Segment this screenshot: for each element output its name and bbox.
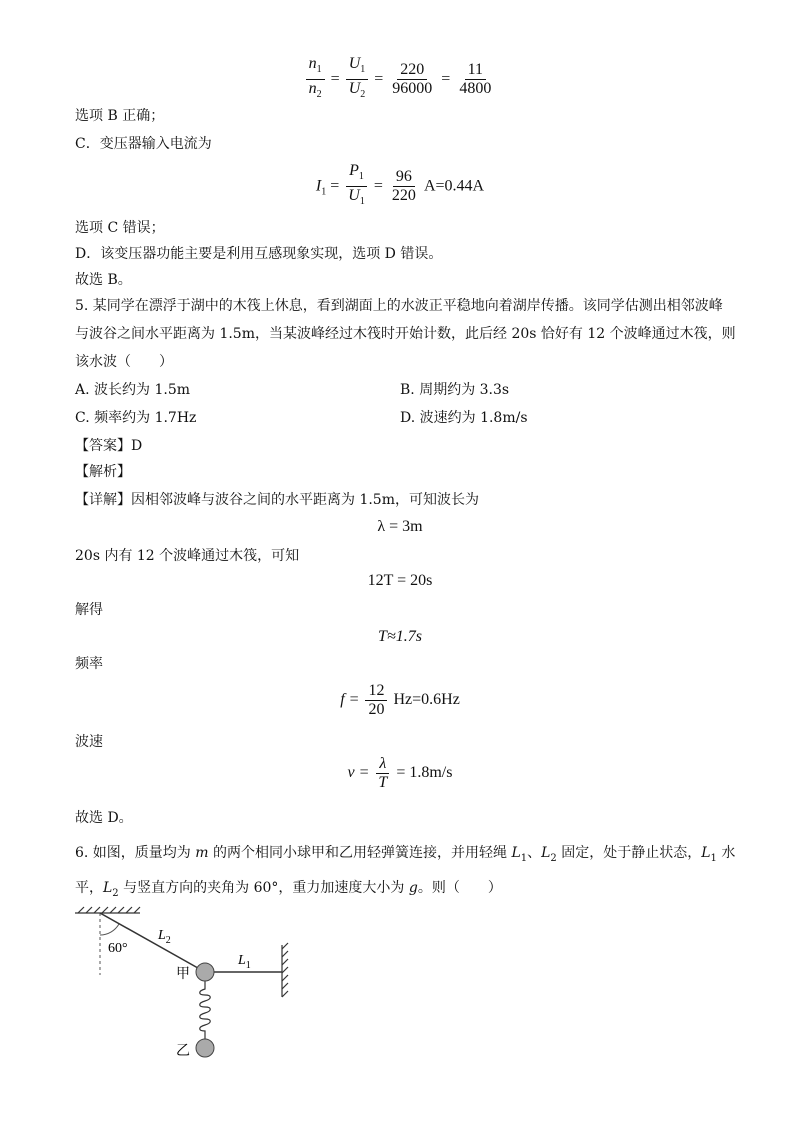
angle-label: 60° xyxy=(108,941,128,956)
q5-stem-line-3: 该水波（ ） xyxy=(75,354,173,370)
ball-jia xyxy=(196,963,214,981)
input-current-equation: $I_1$ = $\frac{P_1}{U_1}$ = $\frac{96}{220}$ A=0.44A xyxy=(315,162,485,208)
q5-detail-text: 【详解】因相邻波峰与波谷之间的水平距离为 1.5m，可知波长为 xyxy=(75,492,479,508)
ball-yi-label: 乙 xyxy=(176,1044,190,1059)
q5-solve-text: 解得 xyxy=(75,602,103,618)
option-d-text: D．该变压器功能主要是利用互感现象实现，选项 D 错误。 xyxy=(75,246,443,262)
q5-stem-line-2: 与波谷之间水平距离为 1.5m，当某波峰经过木筏时开始计数，此后经 20s 恰好有 12 个波峰通过木筏，则 xyxy=(75,326,736,342)
option-b-correct-text: 选项 B 正确； xyxy=(75,108,165,124)
rope-l1-label: $L_1$ xyxy=(238,953,251,971)
q6-stem-line-1: 6. 如图，质量均为 m 的两个相同小球甲和乙用轻弹簧连接，并用轻绳 $L_1$、$L_2$ 固定，处于静止状态，$L_1$ 水 xyxy=(75,845,736,864)
q5-analysis-heading: 【解析】 xyxy=(75,464,131,480)
frequency-equation: f = $\frac{12}{20}$ Hz=0.6Hz xyxy=(340,682,460,718)
period-result-equation: T≈1.7s xyxy=(378,628,422,645)
q5-stem-line-1: 5. 某同学在漂浮于湖中的木筏上休息，看到湖面上的水波正平稳地向着湖岸传播。该同学估测出相邻波峰 xyxy=(75,298,723,314)
ball-jia-label: 甲 xyxy=(176,967,190,982)
q5-option-b: B. 周期约为 3.3s xyxy=(400,382,510,398)
rope-l2-label: $L_2$ xyxy=(158,928,171,946)
angle-arc xyxy=(100,924,119,935)
ceiling-support xyxy=(75,907,140,913)
option-c-wrong-text: 选项 C 错误； xyxy=(75,220,165,236)
turns-ratio-equation: $\frac{n_1}{n_2}$ = $\frac{U_1}{U_2}$ = $\frac{220}{96000}$ = $\frac{11}{4800}$ xyxy=(0,55,800,104)
q5-option-a: A. 波长约为 1.5m xyxy=(75,382,191,398)
spring xyxy=(200,981,211,1040)
q5-option-c: C. 频率约为 1.7Hz xyxy=(75,410,197,426)
option-c-intro-text: C．变压器输入电流为 xyxy=(75,136,212,152)
ball-yi xyxy=(196,1039,214,1057)
q5-speed-label: 波速 xyxy=(75,734,103,750)
q6-stem-line-2: 平，$L_2$ 与竖直方向的夹角为 60°，重力加速度大小为 g。则（ ） xyxy=(75,880,502,899)
wall-support xyxy=(282,943,288,997)
q6-figure xyxy=(70,905,310,1070)
wavelength-equation: λ = 3m xyxy=(377,518,423,535)
q5-choose-d: 故选 D。 xyxy=(75,810,133,826)
q5-frequency-label: 频率 xyxy=(75,656,103,672)
choose-b-text: 故选 B。 xyxy=(75,272,132,288)
speed-equation: v = $\frac{\lambda}{T}$ = 1.8m/s xyxy=(347,755,453,791)
q5-option-d: D. 波速约为 1.8m/s xyxy=(400,410,528,426)
q5-20s-text: 20s 内有 12 个波峰通过木筏，可知 xyxy=(75,548,300,564)
period-relation-equation: 12T = 20s xyxy=(367,572,433,589)
q5-answer: 【答案】D xyxy=(75,438,143,454)
